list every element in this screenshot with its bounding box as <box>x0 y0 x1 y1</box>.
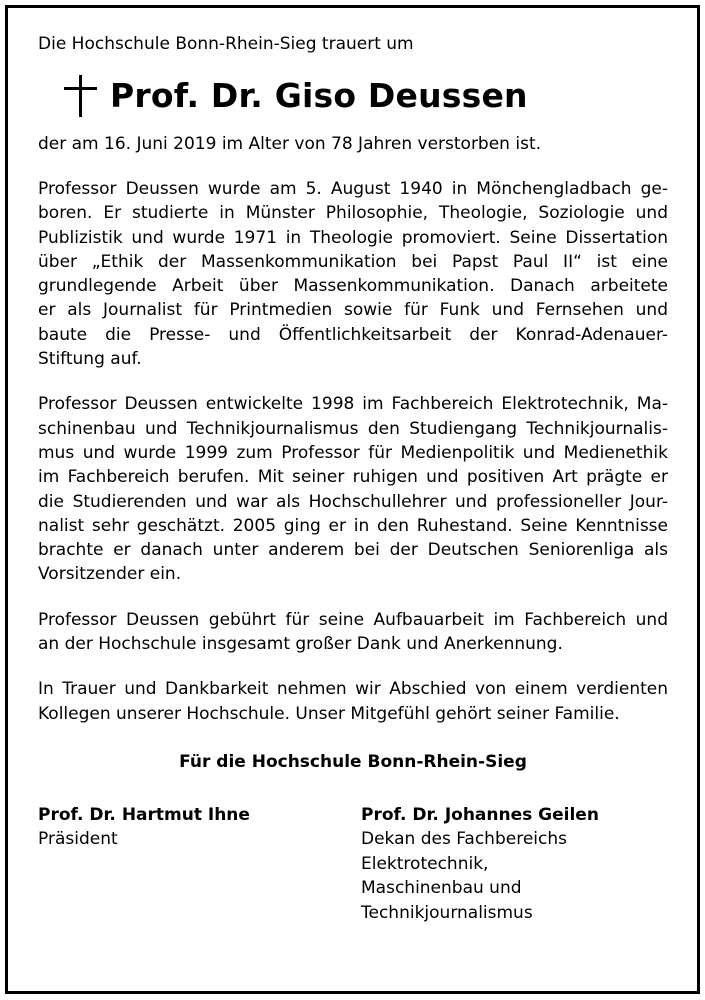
paragraph-line: an der Hochschule insgesamt großer Dank und Anerkennung. <box>38 634 563 655</box>
obituary-body <box>38 177 668 726</box>
death-statement: der am 16. Juni 2019 im Alter von 78 Jahren verstorben ist. <box>38 134 542 154</box>
paragraph-line: über „Ethik der Massenkommunikation bei Papst Paul II“ ist eine <box>38 251 668 272</box>
body-paragraph <box>38 177 668 371</box>
paragraph-line: Professor Deussen gebührt für seine Aufbauarbeit im Fachbereich und <box>38 609 668 630</box>
signatory-title: Maschinenbau und <box>361 878 522 899</box>
signatories <box>38 803 668 926</box>
paragraph-line: im Fachbereich berufen. Mit seiner ruhigen und positiven Art prägte er <box>38 467 668 488</box>
paragraph-line: er als Journalist für Printmedien sowie für Funk und Fernsehen und <box>38 300 668 321</box>
intro-text: Die Hochschule Bonn-Rhein-Sieg trauert um <box>38 34 414 54</box>
signatory-dean <box>361 803 661 926</box>
body-paragraph <box>38 608 668 657</box>
paragraph-line: baute die Presse- und Öffentlichkeitsarbeit der Konrad-Adenauer- <box>38 324 668 345</box>
paragraph-line: In Trauer und Dankbarkeit nehmen wir Abschied von einem verdienten <box>38 679 668 700</box>
paragraph-line: schinenbau und Technikjournalismus den Studiengang Technikjournalis- <box>38 418 668 439</box>
cross-icon <box>64 75 96 117</box>
body-paragraph <box>38 677 668 726</box>
paragraph-line: Vorsitzender ein. <box>38 564 182 585</box>
paragraph-line: nalist sehr geschätzt. 2005 ging er in den Ruhestand. Seine Kenntnisse <box>38 515 668 536</box>
body-paragraph <box>38 392 668 586</box>
signature-heading: Für die Hochschule Bonn-Rhein-Sieg <box>179 751 527 772</box>
signatory-title: Präsident <box>38 829 118 850</box>
paragraph-line: boren. Er studierte in Münster Philosophie, Theologie, Soziologie und <box>38 203 668 224</box>
signatory-title: Elektrotechnik, <box>361 853 489 874</box>
signatory-title: Technikjournalismus <box>361 902 533 923</box>
paragraph-line: grundlegende Arbeit über Massenkommunikation. Danach arbeitete <box>38 276 668 297</box>
signatory-name: Prof. Dr. Hartmut Ihne <box>38 804 250 825</box>
signatory-title: Dekan des Fachbereichs <box>361 829 567 850</box>
paragraph-line: Stiftung auf. <box>38 349 142 370</box>
deceased-name: Prof. Dr. Giso Deussen <box>110 76 528 115</box>
paragraph-line: mus und wurde 1999 zum Professor für Medienpolitik und Medienethik <box>38 442 668 463</box>
signatory-president <box>38 803 361 926</box>
paragraph-line: Professor Deussen wurde am 5. August 1940 in Mönchengladbach ge- <box>38 179 668 199</box>
paragraph-line: die Studierenden und war als Hochschullehrer und professioneller Jour- <box>38 491 668 512</box>
name-row <box>64 74 668 118</box>
paragraph-line: Professor Deussen entwickelte 1998 im Fachbereich Elektrotechnik, Ma- <box>38 394 668 415</box>
obituary-content <box>38 32 668 925</box>
paragraph-line: Kollegen unserer Hochschule. Unser Mitgefühl gehört seiner Familie. <box>38 703 620 724</box>
signatory-name: Prof. Dr. Johannes Geilen <box>361 804 599 825</box>
paragraph-line: brachte er danach unter anderem bei der Deutschen Seniorenliga als <box>38 540 668 561</box>
paragraph-line: Publizistik und wurde 1971 in Theologie promoviert. Seine Dissertation <box>38 227 668 248</box>
